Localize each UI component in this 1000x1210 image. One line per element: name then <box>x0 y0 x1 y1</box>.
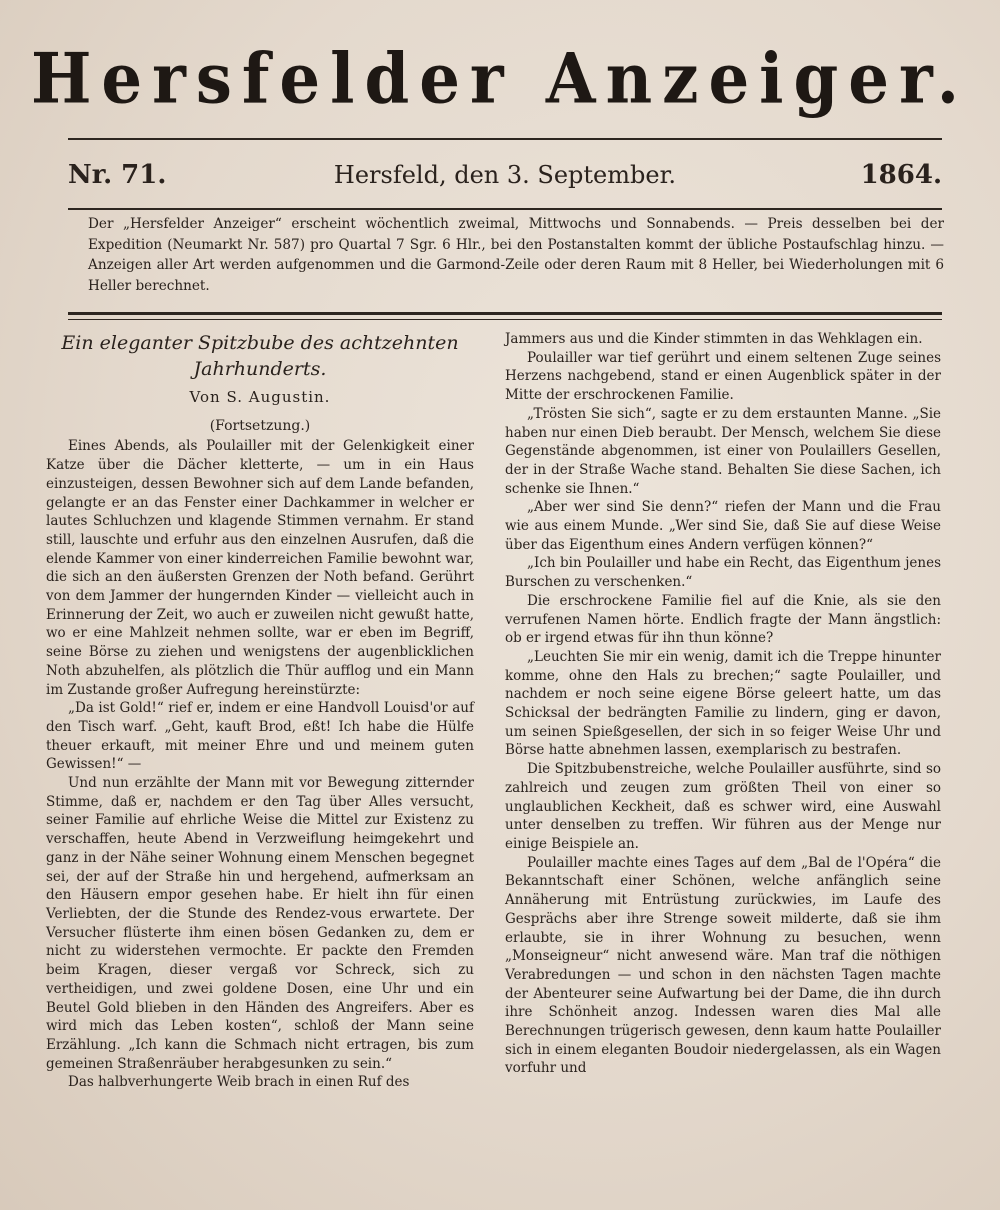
left-column <box>46 330 474 1092</box>
paragraph: „Ich bin Poulailler und habe ein Recht, das Eigenthum jenes Burschen zu verschenken.“ <box>505 555 941 591</box>
issue-number: Nr. 71. <box>68 160 167 190</box>
paragraph: Eines Abends, als Poulailler mit der Gelenkigkeit einer Katze über die Dächer kletterte, — um in ein Haus einzusteigen, dessen Bewohner sich auf dem Lande befanden, gelangte er an das Fenster einer Dachkammer in welcher er lautes Schluchzen und klagende Stimmen vernahm. Er stand still, lauschte und erfuhr aus den einzelnen Ausrufen, daß die elende Kammer von einer kinderreichen Familie bewohnt war, die sich an den äußersten Grenzen der Noth befand. Gerührt von dem Jammer der hungernden Kinder — vielleicht auch in Erinnerung der Zeit, wo auch er zuweilen nicht gewußt hatte, wo er eine Mahlzeit nehmen sollte, war er eben im Begriff, seine Börse zu ziehen und wenigstens der augenblicklichen Noth abzuhelfen, als plötzlich die Thür aufflog und ein Mann im Zustande großer Aufregung hereinstürzte: <box>46 438 474 698</box>
paragraph: „Aber wer sind Sie denn?“ riefen der Mann und die Frau wie aus einem Munde. „Wer sind Sie, daß Sie auf diese Weise über das Eigenthum eines Andern verfügen können?“ <box>505 499 941 553</box>
paragraph: „Leuchten Sie mir ein wenig, damit ich die Treppe hinunter komme, ohne den Hals zu brechen;“ sagte Poulailler, und nachdem er noch seine eigene Börse geleert hatte, um das Schicksal der bedrängten Familie zu lindern, ging er davon, um seinen Spießgesellen, der sich in so feiger Weise Uhr und Börse hatte abnehmen lassen, exemplarisch zu bestrafen. <box>505 648 941 759</box>
dateline-rule <box>68 208 942 210</box>
thin-rule <box>68 319 942 320</box>
dateline <box>68 150 942 200</box>
heavy-rule <box>68 312 942 315</box>
right-column <box>505 330 941 1078</box>
masthead-title: Hersfelder Anzeiger. <box>30 38 970 120</box>
article-title: Ein eleganter Spitzbube des achtzehnten Jahrhunderts. <box>61 332 459 380</box>
paragraph: Und nun erzählte der Mann mit vor Bewegung zitternder Stimme, daß er, nachdem er den Tag über Alles versucht, seiner Familie auf ehrliche Weise die Mittel zur Existenz zu verschaffen, heute Abend in Verzweiflung heimgekehrt und ganz in der Nähe seiner Wohnung einem Menschen begegnet sei, der auf der Straße hin und hergehend, aufmerksam an den Häusern empor gesehen habe. Er hielt ihn für einen Verliebten, der die Stunde des Rendez-vous erwartete. Der Versucher flüsterte ihm einen bösen Gedanken zu, dem er nicht zu widerstehen vermochte. Er packte den Fremden beim Kragen, dieser vergaß vor Schreck, sich zu vertheidigen, und zwei goldene Dosen, eine Uhr und ein Beutel Gold blieben in den Händen des Angreifers. Aber es wird mich das Leben kosten“, schloß der Mann seine Erzählung. „Ich kann die Schmach nicht ertragen, bis zum gemeinen Straßenräuber herabgesunken zu sein.“ <box>46 775 474 1072</box>
paragraph: Poulailler war tief gerührt und einem seltenen Zuge seines Herzens nachgebend, stand er einen Augenblick später in der Mitte der erschrockenen Familie. <box>505 349 941 404</box>
issue-year: 1864. <box>860 160 942 190</box>
publication-notice: Der „Hersfelder Anzeiger“ erscheint wöchentlich zweimal, Mittwochs und Sonnabends. — Preis desselben bei der Expedition (Neumarkt Nr. 587) pro Quartal 7 Sgr. 6 Hlr., bei den Postanstalten kommt der übliche Postaufschlag hinzu. — Anzeigen aller Art werden aufgenommen und die Garmond-Zeile oder deren Raum mit 8 Heller, bei Wiederholungen mit 6 Heller berechnet. <box>88 216 944 294</box>
paragraph: „Trösten Sie sich“, sagte er zu dem erstaunten Manne. „Sie haben nur einen Dieb beraubt. Der Mensch, welchem Sie diese Gegenstände abgenommen, ist einer von Poulaillers Gesellen, der in der Straße Wache stand. Behalten Sie diese Sachen, ich schenke sie Ihnen.“ <box>505 405 941 497</box>
top-rule <box>68 138 942 140</box>
paragraph: „Da ist Gold!“ rief er, indem er eine Handvoll Louisd'or auf den Tisch warf. „Geht, kauft Brod, eßt! Ich habe die Hülfe theuer erkauft, mit meiner Ehre und und meinem guten Gewissen!“ — <box>46 700 474 773</box>
continued-label: (Fortsetzung.) <box>209 417 311 434</box>
paragraph: Die erschrockene Familie fiel auf die Knie, als sie den verrufenen Namen hörte. Endlich fragte der Mann ängstlich: ob er irgend etwas für ihn thun könne? <box>505 592 941 647</box>
paragraph: Jammers aus und die Kinder stimmten in das Wehklagen ein. <box>505 331 923 347</box>
paragraph: Poulailler machte eines Tages auf dem „Bal de l'Opéra“ die Bekanntschaft einer Schönen, welche anfänglich seine Annäherung mit Entrüstung zurückwies, im Laufe des Gesprächs aber ihre Strenge soweit milderte, daß sie ihm erlaubte, sie in ihrer Wohnung zu besuchen, wenn „Monseigneur“ nicht anwesend wäre. Man traf die nöthigen Verabredungen — und schon in den nächsten Tagen machte der Abenteurer seine Aufwartung bei der Dame, die ihn durch ihre Schönheit anzog. Indessen waren dies Mal alle Berechnungen trügerisch gewesen, denn kaum hatte Poulailler sich in einem eleganten Boudoir niedergelassen, als ein Wagen vorfuhr und <box>505 854 941 1077</box>
place-date: Hersfeld, den 3. September. <box>333 161 677 189</box>
paragraph: Die Spitzbubenstreiche, welche Poulailler ausführte, sind so zahlreich und zeugen zum größten Theil von einer so unglaublichen Keckheit, daß es schwer wird, eine Auswahl unter denselben zu treffen. Wir führen aus der Menge nur einige Beispiele an. <box>505 761 941 852</box>
article-byline: Von S. Augustin. <box>189 388 331 406</box>
paragraph: Das halbverhungerte Weib brach in einen Ruf des <box>68 1074 410 1091</box>
